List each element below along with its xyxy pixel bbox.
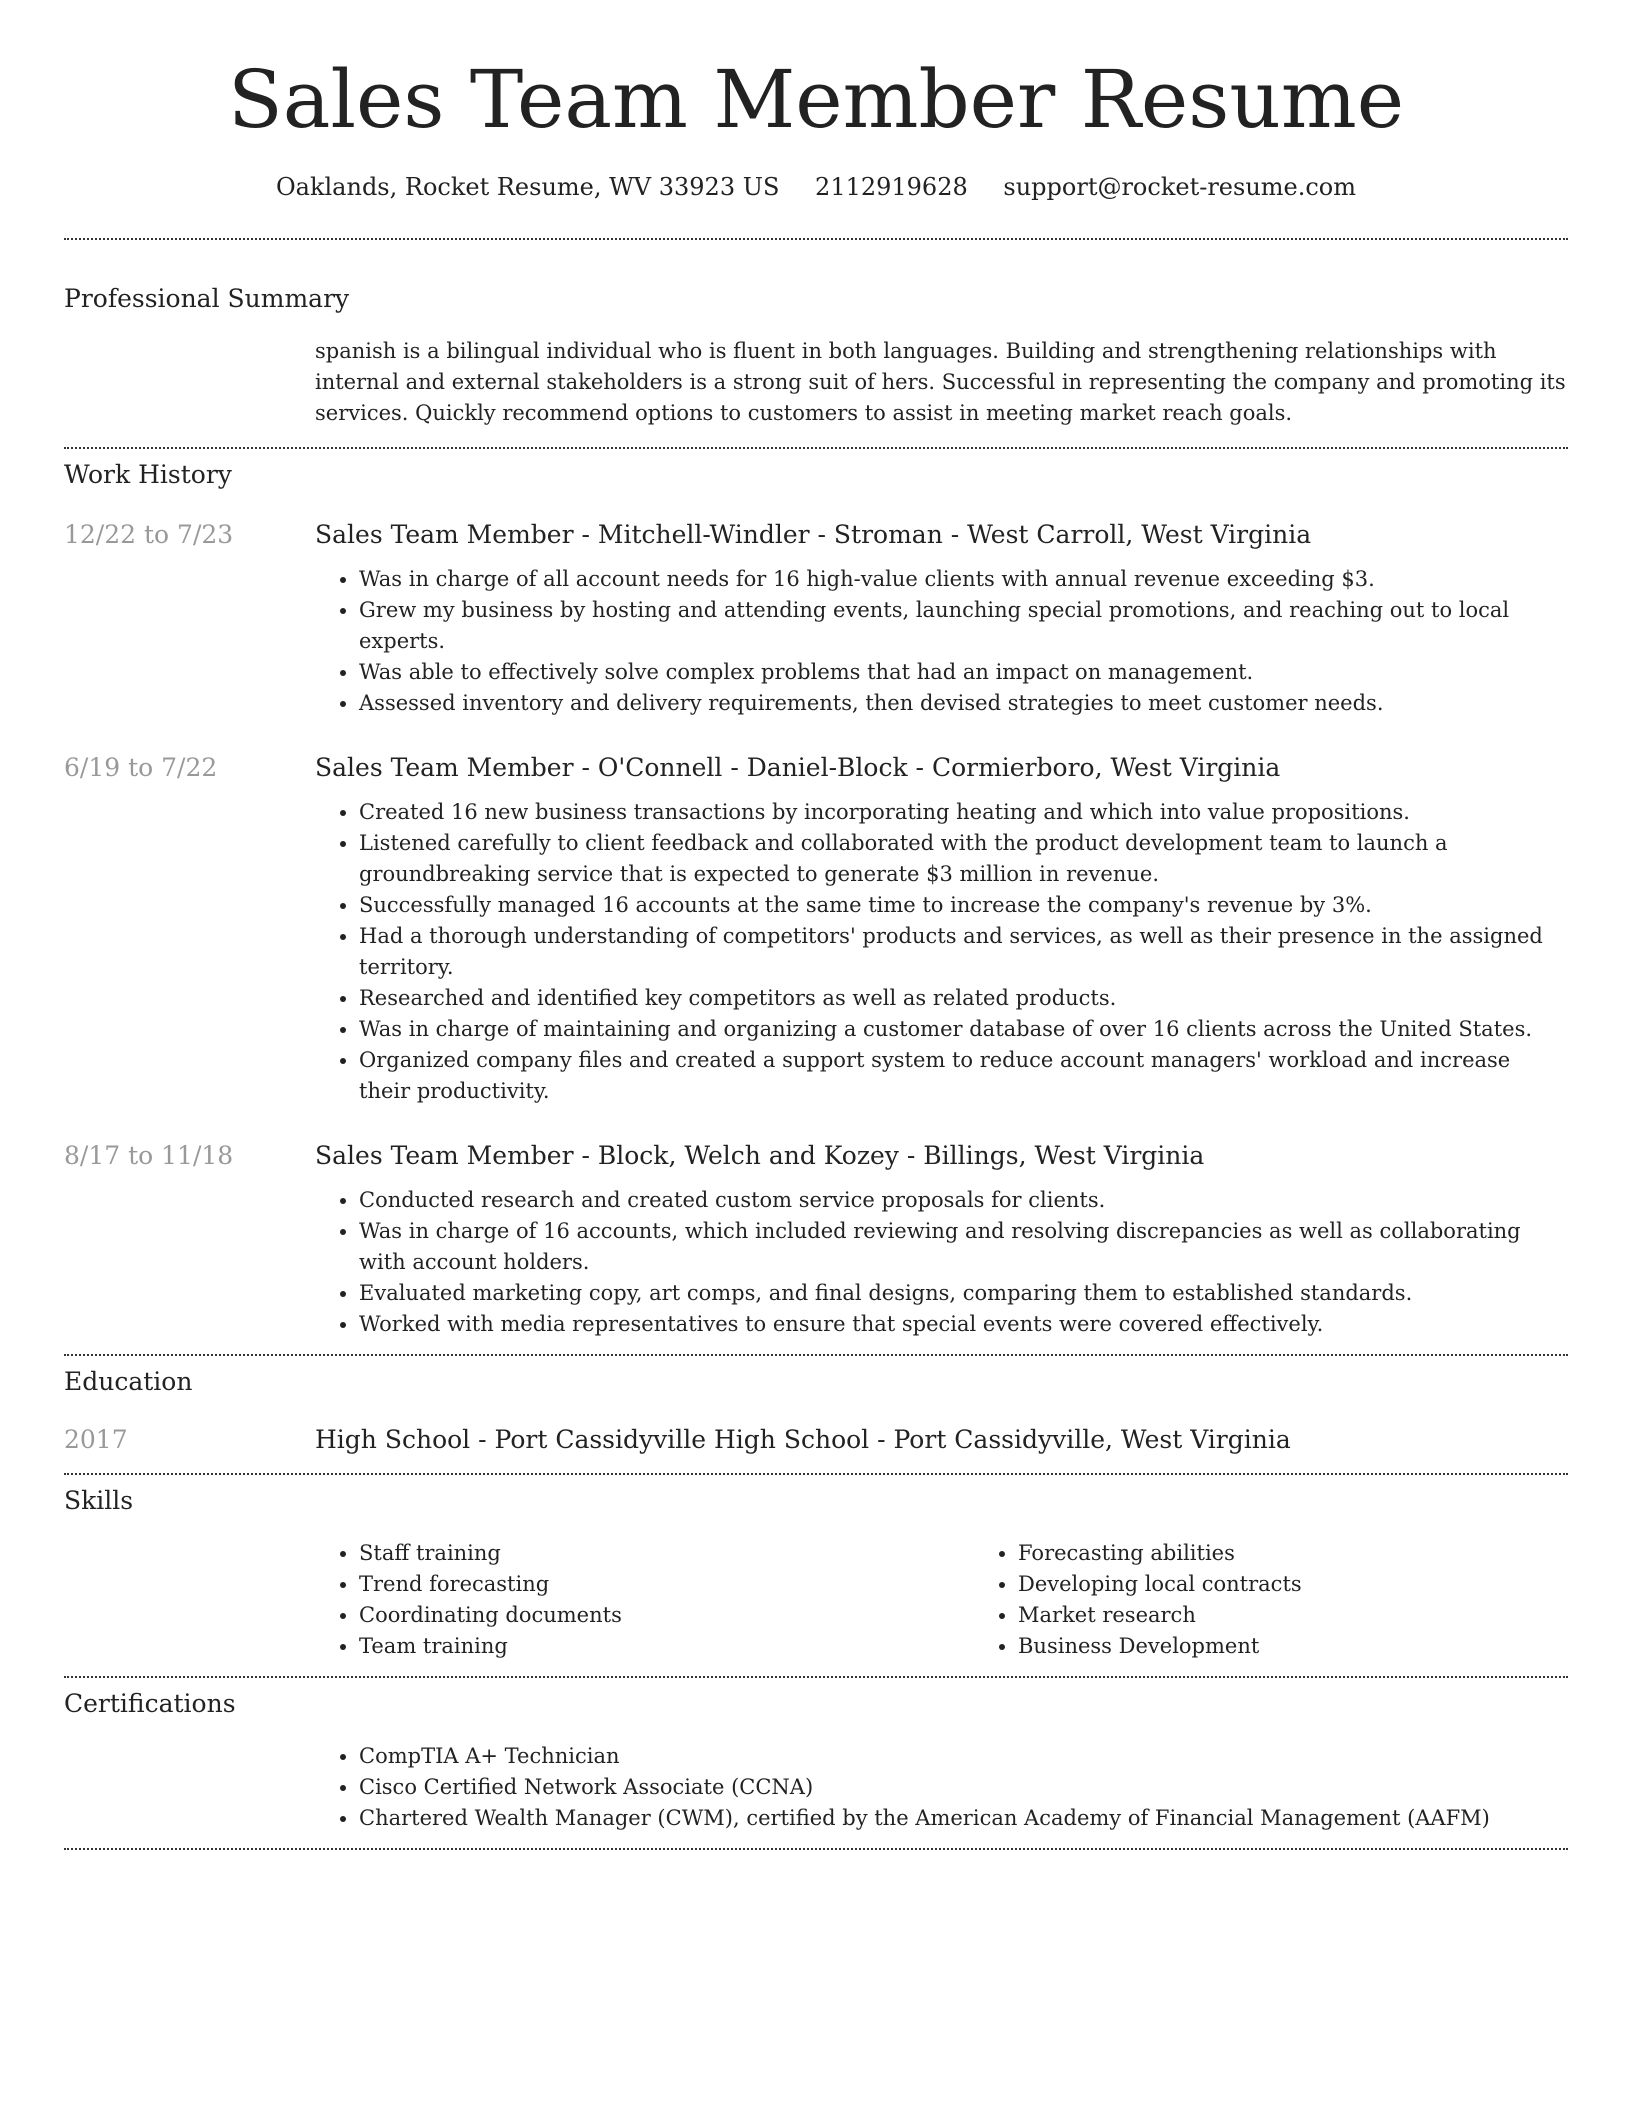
skills-list-left	[315, 1538, 974, 1662]
list-item: • Created 16 new business transactions by incorporating heating and which into value propositions.	[359, 797, 1568, 828]
job-dates: 12/22 to 7/23	[64, 520, 234, 549]
list-item: • Coordinating documents	[359, 1600, 974, 1631]
list-item: • Staff training	[359, 1538, 974, 1569]
education-section	[64, 1356, 1568, 1473]
list-item: • Successfully managed 16 accounts at the same time to increase the company's revenue by 3%.	[359, 890, 1568, 921]
contact-address: Oaklands, Rocket Resume, WV 33923 US	[275, 173, 780, 201]
contact-phone: 2112919628	[815, 173, 968, 201]
job-entry	[64, 518, 1568, 719]
job-title: Sales Team Member - Mitchell-Windler - Stroman - West Carroll, West Virginia	[315, 520, 1312, 549]
contact-email: support@rocket-resume.com	[1003, 173, 1357, 201]
list-item: • Researched and identified key competitors as well as related products.	[359, 983, 1568, 1014]
job-bullets	[315, 564, 1568, 719]
list-item: • Cisco Certified Network Associate (CCNA)	[359, 1772, 1568, 1803]
education-year: 2017	[64, 1425, 128, 1454]
job-dates: 6/19 to 7/22	[64, 753, 218, 782]
section-title: Education	[64, 1367, 193, 1396]
section-title: Professional Summary	[64, 284, 350, 313]
job-bullets	[315, 797, 1568, 1107]
list-item: • Was able to effectively solve complex problems that had an impact on management.	[359, 657, 1568, 688]
certifications-section	[64, 1678, 1568, 1848]
list-item: • Was in charge of 16 accounts, which included reviewing and resolving discrepancies as well as collaborating with account holders.	[359, 1216, 1568, 1278]
job-dates: 8/17 to 11/18	[64, 1141, 234, 1170]
job-entry	[64, 751, 1568, 1107]
list-item: • Market research	[1018, 1600, 1632, 1631]
list-item: • Conducted research and created custom service proposals for clients.	[359, 1185, 1568, 1216]
list-item: • Listened carefully to client feedback and collaborated with the product development team to launch a groundbreaking service that is expected to generate $3 million in revenue.	[359, 828, 1568, 890]
list-item: • Grew my business by hosting and attending events, launching special promotions, and reaching out to local experts.	[359, 595, 1568, 657]
education-title: High School - Port Cassidyville High School - Port Cassidyville, West Virginia	[315, 1425, 1291, 1454]
list-item: • Forecasting abilities	[1018, 1538, 1632, 1569]
education-entry	[64, 1423, 1568, 1457]
skills-section	[64, 1475, 1568, 1676]
list-item: • Had a thorough understanding of competitors' products and services, as well as their presence in the assigned territory.	[359, 921, 1568, 983]
job-title: Sales Team Member - Block, Welch and Kozey - Billings, West Virginia	[315, 1141, 1205, 1170]
list-item: • Team training	[359, 1631, 974, 1662]
job-bullets	[315, 1185, 1568, 1340]
certifications-list	[315, 1741, 1568, 1834]
list-item: • Was in charge of all account needs for 16 high-value clients with annual revenue exceeding $3.	[359, 564, 1568, 595]
job-entry	[64, 1139, 1568, 1340]
list-item: • Chartered Wealth Manager (CWM), certified by the American Academy of Financial Management (AAFM)	[359, 1803, 1568, 1834]
list-item: • Evaluated marketing copy, art comps, and final designs, comparing them to established standards.	[359, 1278, 1568, 1309]
skills-grid	[315, 1538, 1632, 1662]
page-title: Sales Team Member Resume	[227, 53, 1405, 146]
section-title: Work History	[64, 460, 232, 489]
job-title: Sales Team Member - O'Connell - Daniel-Block - Cormierboro, West Virginia	[315, 753, 1281, 782]
section-title: Skills	[64, 1486, 134, 1515]
summary-section	[64, 240, 1568, 447]
list-item: • Organized company files and created a support system to reduce account managers' workload and increase their productivity.	[359, 1045, 1568, 1107]
section-title: Certifications	[64, 1689, 236, 1718]
work-history-section	[64, 449, 1568, 1354]
list-item: • Developing local contracts	[1018, 1569, 1632, 1600]
contact-line	[64, 170, 1568, 204]
list-item: • Worked with media representatives to ensure that special events were covered effectively.	[359, 1309, 1568, 1340]
list-item: • Business Development	[1018, 1631, 1632, 1662]
skills-list-right	[974, 1538, 1632, 1662]
list-item: • Was in charge of maintaining and organizing a customer database of over 16 clients across the United States.	[359, 1014, 1568, 1045]
summary-text: spanish is a bilingual individual who is fluent in both languages. Building and strengthening relationships with internal and external stakeholders is a strong suit of hers. Successful in representing the company and promoting its services. Quickly recommend options to customers to assist in meeting market reach goals.	[315, 339, 1566, 425]
resume-header	[64, 48, 1568, 204]
list-item: • CompTIA A+ Technician	[359, 1741, 1568, 1772]
list-item: • Trend forecasting	[359, 1569, 974, 1600]
list-item: • Assessed inventory and delivery requirements, then devised strategies to meet customer needs.	[359, 688, 1568, 719]
section-divider	[64, 1848, 1568, 1850]
